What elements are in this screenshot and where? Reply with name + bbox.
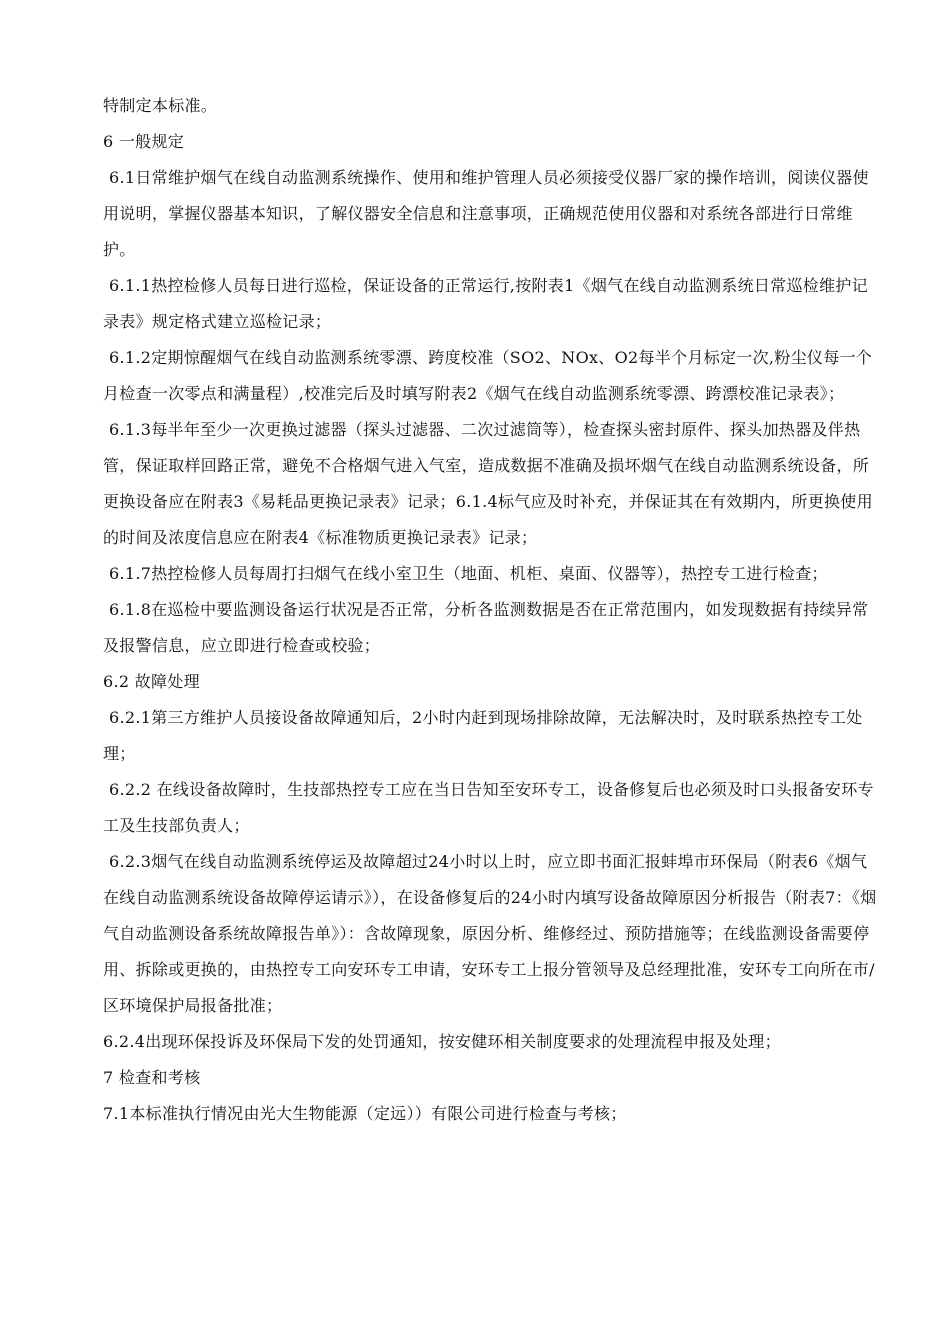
paragraph-intro-end: 特制定本标准。 bbox=[103, 96, 218, 115]
clause-6-1-7: 6.1.7热控检修人员每周打扫烟气在线小室卫生（地面、机柜、桌面、仪器等），热控专工进行检查； bbox=[109, 564, 828, 583]
clause-6-1-3: 6.1.3每半年至少一次更换过滤器（探头过滤器、二次过滤筒等），检查探头密封原件、探头加热器及伴热管，保证取样回路正常，避免不合格烟气进入气室，造成数据不准确及损坏烟气在线自动监测系统设备，所更换设备应在附表3《易耗品更换记录表》记录；6.1.4标气应及时补充，并保证其在有效期内，所更换使用的时间及浓度信息应在附表4《标准物质更换记录表》记录； bbox=[103, 420, 873, 547]
clause-6-1: 6.1日常维护烟气在线自动监测系统操作、使用和维护管理人员必须接受仪器厂家的操作培训，阅读仪器使用说明，掌握仪器基本知识，了解仪器安全信息和注意事项，正确规范使用仪器和对系统各部进行日常维护。 bbox=[103, 168, 869, 259]
clause-6-2-1: 6.2.1第三方维护人员接设备故障通知后，2小时内赶到现场排除故障，无法解决时，及时联系热控专工处理； bbox=[103, 708, 863, 763]
section-heading-general-rules: 6 一般规定 bbox=[103, 132, 185, 151]
clause-7-1: 7.1本标准执行情况由光大生物能源（定远））有限公司进行检查与考核； bbox=[103, 1104, 627, 1123]
clause-6-2-2: 6.2.2 在线设备故障时，生技部热控专工应在当日告知至安环专工，设备修复后也必须及时口头报备安环专工及生技部负责人； bbox=[103, 780, 874, 835]
clause-6-2-4: 6.2.4出现环保投诉及环保局下发的处罚通知，按安健环相关制度要求的处理流程申报及处理； bbox=[103, 1032, 781, 1051]
clause-6-1-8: 6.1.8在巡检中要监测设备运行状况是否正常，分析各监测数据是否在正常范围内，如发现数据有持续异常及报警信息，应立即进行检查或校验； bbox=[103, 600, 869, 655]
clause-6-2-3: 6.2.3烟气在线自动监测系统停运及故障超过24小时以上时，应立即书面汇报蚌埠市环保局（附表6《烟气在线自动监测系统设备故障停运请示》），在设备修复后的24小时内填写设备故障原因分析报告（附表7：《烟气自动监测设备系统故障报告单》）：含故障现象，原因分析、维修经过、预防措施等；在线监测设备需要停用、拆除或更换的，由热控专工向安环专工申请，安环专工上报分管领导及总经理批准，安环专工向所在市/区环境保护局报备批准； bbox=[103, 852, 877, 1015]
clause-6-1-1: 6.1.1热控检修人员每日进行巡检，保证设备的正常运行,按附表1《烟气在线自动监测系统日常巡检维护记录表》规定格式建立巡检记录； bbox=[103, 276, 868, 331]
document-body bbox=[103, 88, 883, 1132]
section-heading-fault-handling: 6.2 故障处理 bbox=[103, 672, 200, 691]
section-heading-inspection: 7 检查和考核 bbox=[103, 1068, 201, 1087]
clause-6-1-2: 6.1.2定期惊醒烟气在线自动监测系统零漂、跨度校准（SO2、NOx、O2每半个月标定一次,粉尘仪每一个月检查一次零点和满量程）,校准完后及时填写附表2《烟气在线自动监测系统零漂、跨漂校准记录表》； bbox=[103, 348, 873, 403]
